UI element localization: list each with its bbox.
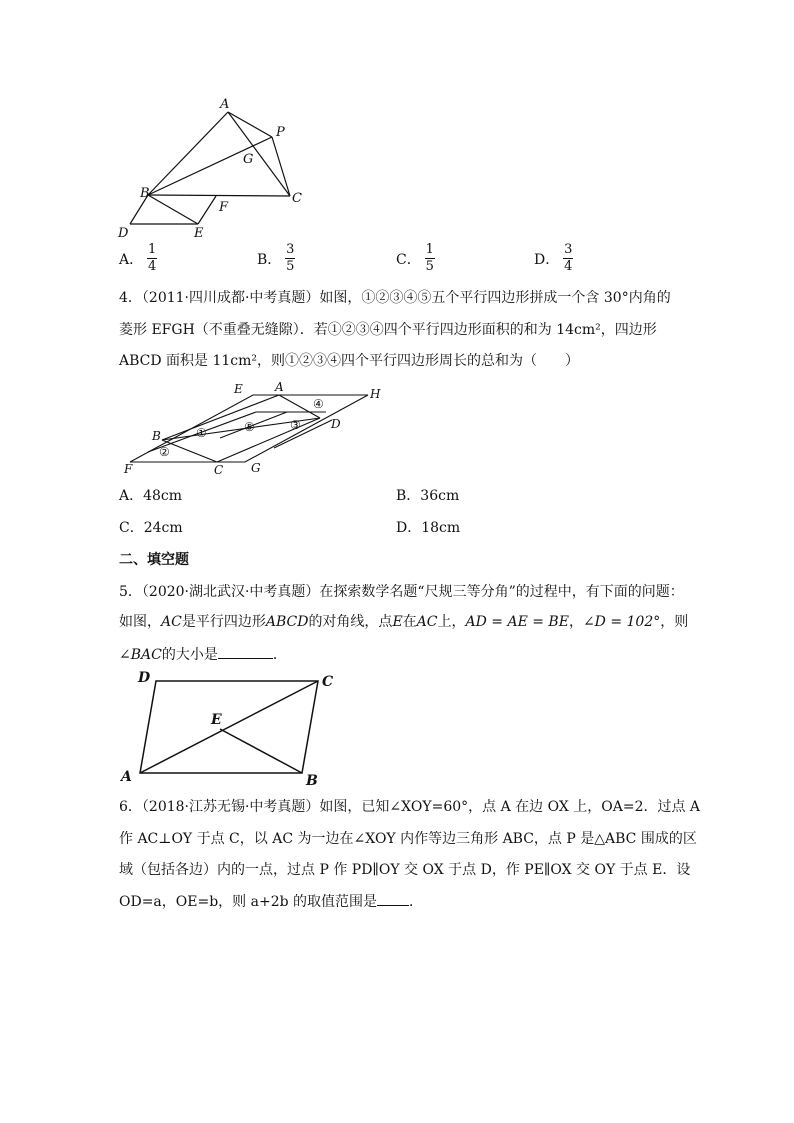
label-B: B [140, 186, 150, 201]
q4-line-1: 4．（2011·四川成都·中考真题）如图，①②③④⑤五个平行四边形拼成一个含 30°内角的 [119, 290, 671, 306]
region-2: ② [159, 445, 170, 459]
label-A: A [121, 769, 132, 785]
q6-line-1: 6．（2018·江苏无锡·中考真题）如图，已知∠XOY=60°，点 A 在边 OX 上，OA=2．过点 A [119, 799, 701, 815]
q6-line-2: 作 AC⊥OY 于点 C，以 AC 为一边在∠XOY 内作等边三角形 ABC，点 P 是△ABC 围成的区 [119, 831, 697, 847]
q5-line-3: ∠BAC的大小是 ． [119, 644, 287, 665]
label-G: G [251, 461, 261, 475]
label-C: C [322, 674, 334, 690]
q3-option-d[interactable] [534, 243, 573, 274]
region-3: ③ [290, 418, 301, 432]
label-E: E [234, 382, 243, 396]
option-letter: C． [396, 251, 421, 268]
option-letter: B． [257, 251, 282, 268]
label-P: P [276, 125, 285, 140]
fraction: $\frac{3}{5}$ [286, 242, 295, 274]
label-C: C [292, 191, 302, 206]
q3-option-c[interactable] [396, 243, 435, 274]
q4-line-2: 菱形 EFGH（不重叠无缝隙）．若①②③④四个平行四边形面积的和为 14cm²，四边形 [119, 322, 657, 338]
answer-blank[interactable] [218, 644, 273, 659]
section-heading: 二、填空题 [119, 552, 189, 568]
q4-option-d[interactable]: D．18cm [396, 520, 461, 536]
label-B: B [152, 429, 161, 443]
q6-line-3: 域（包括各边）内的一点，过点 P 作 PD∥OY 交 OX 于点 D，作 PE∥OX 交 OY 于点 E．设 [119, 862, 691, 878]
label-E: E [194, 226, 204, 241]
answer-blank[interactable] [377, 891, 409, 906]
label-D: D [138, 670, 151, 686]
region-5: ⑤ [244, 420, 255, 434]
label-G: G [243, 152, 254, 167]
figure-rhombus-efgh [118, 378, 388, 478]
figure-parallelogram-abcd [115, 668, 345, 793]
q4-option-b[interactable]: B．36cm [396, 488, 460, 504]
region-4: ④ [313, 397, 324, 411]
label-A: A [275, 380, 284, 394]
option-letter: A． [119, 251, 144, 268]
label-D: D [118, 226, 129, 241]
fraction: $\frac{1}{5}$ [425, 242, 434, 274]
q3-option-b[interactable] [257, 243, 295, 274]
fraction: $\frac{3}{4}$ [564, 242, 573, 274]
figure-triangle-apgc [110, 92, 330, 242]
label-D: D [331, 417, 341, 431]
label-B: B [306, 773, 318, 789]
label-F: F [124, 462, 133, 476]
label-F: F [219, 200, 229, 215]
q6-line-4: OD=a，OE=b，则 a+2b 的取值范围是 ． [119, 891, 423, 912]
label-E: E [211, 712, 222, 728]
q3-option-a[interactable] [119, 243, 157, 274]
fraction: $\frac{1}{4}$ [147, 242, 157, 274]
q5-line-1: 5．（2020·湖北武汉·中考真题）在探索数学名题“尺规三等分角”的过程中，有下面的问题： [119, 584, 684, 600]
q4-line-3: ABCD 面积是 11cm²，则①②③④四个平行四边形周长的总和为（ ） [119, 353, 580, 369]
label-C: C [214, 463, 224, 477]
region-1: ① [196, 426, 207, 440]
label-H: H [370, 387, 381, 401]
q4-option-a[interactable]: A．48cm [119, 488, 183, 504]
q5-line-2: 如图，AC是平行四边形ABCD的对角线，点E在AC上，AD = AE = BE，∠D = 102°，则 [119, 614, 689, 630]
label-A: A [220, 97, 230, 112]
q4-option-c[interactable]: C．24cm [119, 520, 183, 536]
option-letter: D． [534, 251, 560, 268]
